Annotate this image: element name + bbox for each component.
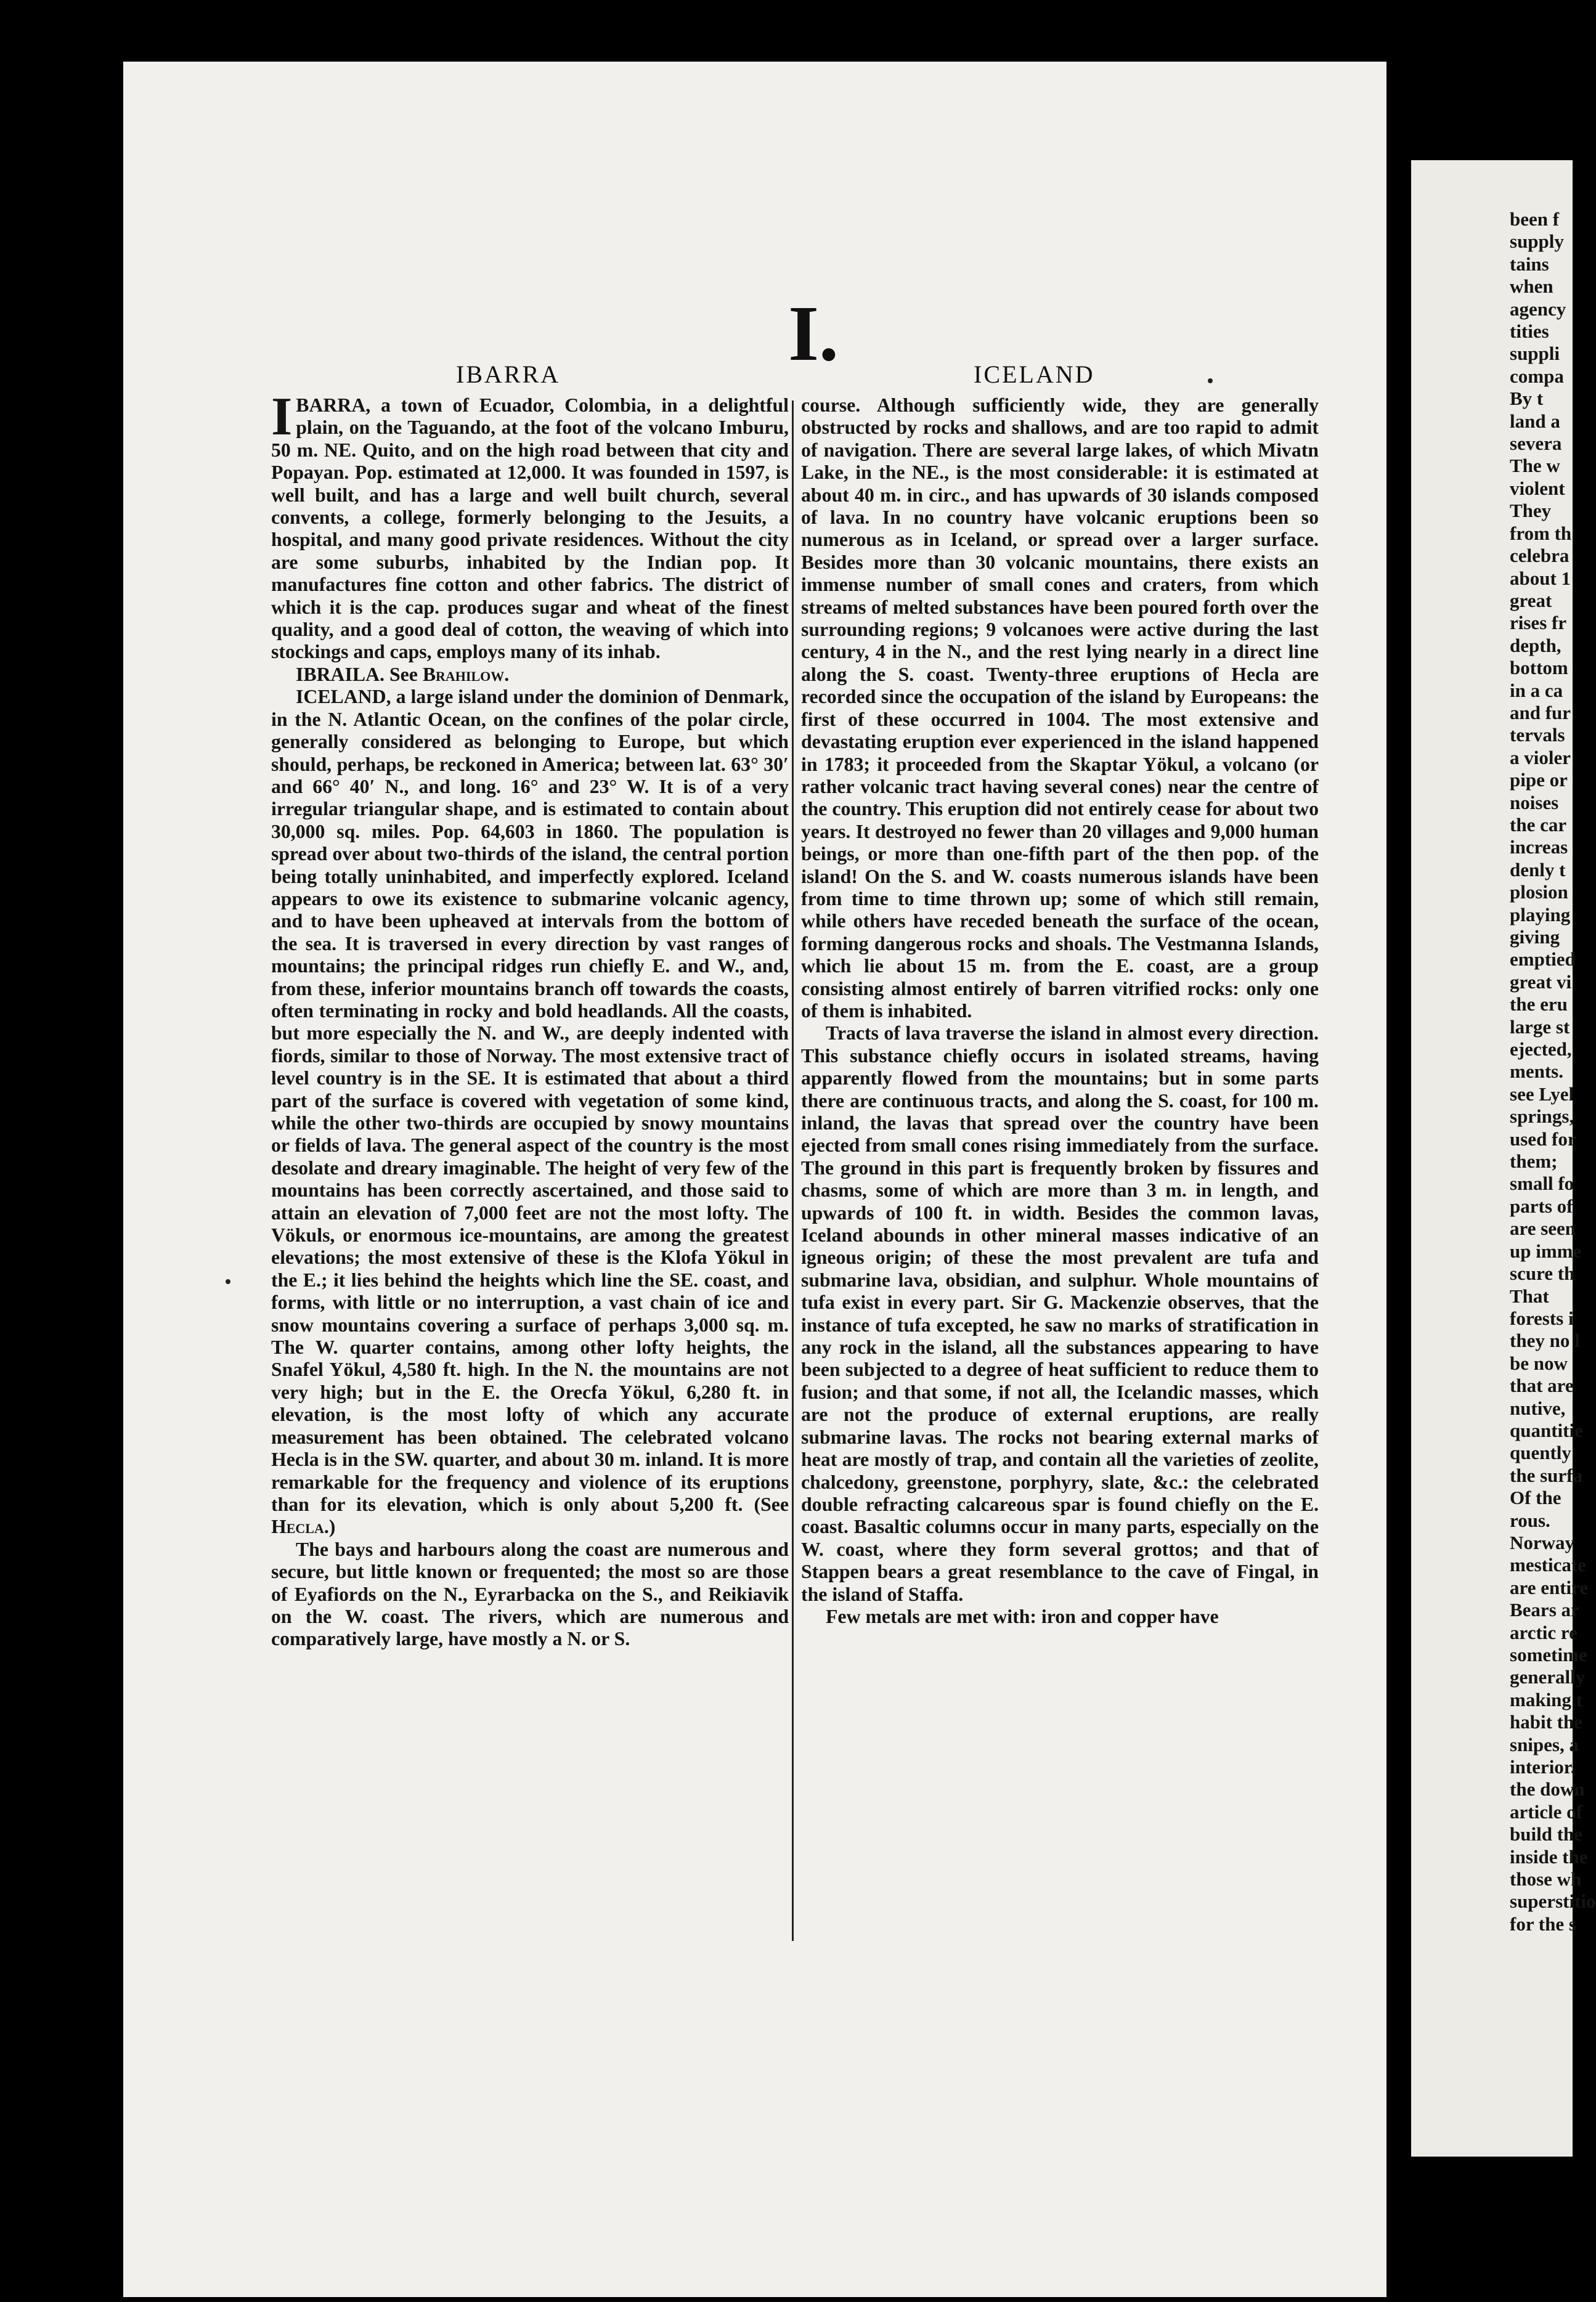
- fragment-line: giving: [1510, 926, 1560, 948]
- fragment-line: ejected,: [1510, 1038, 1572, 1060]
- paragraph-text: a town of Ecuador, Colombia, in a delightful plain, on the Taguando, at the foot of the volcano Imburu, 50 m. NE. Quito, and on the high road between that city and Popayan. Pop. estimated at 12,000. It was founded in 1597, is well built, and has a large and well built church, several convents, a college, formerly belonging to the Jesuits, a hospital, and many good private residences. Without the city are some suburbs, inhabited by the Indian pop. It manufactures fine cotton and other fabrics. The district of which it is the cap. produces sugar and wheat of the finest quality, and a good deal of cotton, the weaving of which into stockings and caps, employs many of its inhab.: [271, 394, 789, 663]
- column-rule: [792, 401, 794, 1941]
- cross-reference: Hecla: [271, 1516, 324, 1538]
- running-head-left: IBARRA: [456, 360, 561, 388]
- fragment-line: for the s: [1510, 1913, 1576, 1935]
- entry-headword: IBRAILA.: [296, 663, 385, 685]
- drop-cap: I: [271, 387, 293, 447]
- fragment-line: and fur: [1510, 701, 1571, 723]
- fragment-line: Bears ar: [1510, 1599, 1579, 1621]
- entry-headword: BARRA,: [296, 394, 371, 416]
- fragment-line: see Lyel: [1510, 1083, 1574, 1105]
- fragment-line: large st: [1510, 1015, 1570, 1038]
- fragment-line: making t: [1510, 1688, 1582, 1710]
- fragment-line: land a: [1510, 410, 1560, 432]
- fragment-line: interior.: [1510, 1756, 1576, 1778]
- fragment-line: tities: [1510, 320, 1549, 343]
- fragment-line: are entire: [1510, 1576, 1589, 1598]
- fragment-line: great: [1510, 589, 1552, 611]
- fragment-line: Of the: [1510, 1487, 1561, 1509]
- fragment-line: quently: [1510, 1442, 1571, 1464]
- fragment-line: tains: [1510, 253, 1549, 275]
- fragment-line: rises fr: [1510, 612, 1567, 634]
- paragraph-text: See: [385, 663, 423, 685]
- fragment-line: Norway: [1510, 1531, 1575, 1553]
- paragraph-text: .: [504, 663, 510, 685]
- fragment-line: tervals: [1510, 724, 1565, 746]
- fragment-line: up imme: [1510, 1240, 1582, 1262]
- fragment-line: depth,: [1510, 634, 1561, 656]
- fragment-line: been f: [1510, 208, 1560, 230]
- fragment-line: snipes, a: [1510, 1733, 1579, 1755]
- fragment-line: agency: [1510, 298, 1566, 320]
- fragment-line: when: [1510, 275, 1553, 298]
- fragment-line: the surfa: [1510, 1464, 1582, 1486]
- fragment-line: scure th: [1510, 1263, 1575, 1285]
- paragraph: [271, 1539, 789, 1651]
- print-speck: [226, 1279, 230, 1284]
- fragment-line: supply: [1510, 230, 1564, 253]
- fragment-line: those wh: [1510, 1868, 1582, 1890]
- fragment-line: celebra: [1510, 545, 1570, 567]
- fragment-line: habit the: [1510, 1711, 1582, 1733]
- cross-reference: Brahilow: [422, 663, 505, 685]
- fragment-line: playing: [1510, 903, 1571, 925]
- fragment-line: rous.: [1510, 1509, 1550, 1531]
- fragment-line: pipe or: [1510, 769, 1568, 791]
- fragment-line: The w: [1510, 455, 1560, 477]
- fragment-line: the eru: [1510, 993, 1568, 1015]
- paragraph-text: Tracts of lava traverse the island in almost every direction. This substance chiefly occurs in isolated streams, having apparently flowed from the mountains; but in some parts there are continuous tracts, and along the S. coast, for 100 m. inland, the lavas that spread over the country have been ejected from small cones rising immediately from the surface. The ground in this part is frequently broken by fissures and chasms, some of which are more than 3 m. in length, and upwards of 100 ft. in width. Besides the common lavas, Iceland abounds in other mineral masses indicative of an igneous origin; of these the most prevalent are tufa and submarine lava, obsidian, and sulphur. Whole mountains of tufa exist in every part. Sir G. Mackenzie observes, that the instance of tufa excepted, he saw no marks of stratification in any rock in the island, all the substances appearing to have been subjected to a degree of heat sufficient to reduce them to fusion; and that some, if not all, the Icelandic masses, which are not the produce of external eruptions, are really submarine lavas. The rocks not bearing external marks of heat are mostly of trap, and contain all the varieties of zeolite, chalcedony, greenstone, porphyry, slate, &c.: the celebrated double refracting calcareous spar is found chiefly on the E. coast. Basaltic columns occur in many parts, especially on the W. coast, where they form several grottos; and that of Stappen bears a great resemblance to the cave of Fingal, in the island of Staffa.: [801, 1022, 1319, 1605]
- fragment-line: they no l: [1510, 1330, 1580, 1352]
- section-letter: I.: [788, 290, 839, 377]
- fragment-line: They: [1510, 500, 1552, 522]
- right-column: [801, 394, 1319, 1628]
- paragraph: [801, 1606, 1319, 1628]
- fragment-line: the down: [1510, 1778, 1585, 1800]
- fragment-line: severa: [1510, 433, 1562, 455]
- entry-headword: ICELAND,: [296, 686, 391, 708]
- paragraph: [271, 686, 789, 1538]
- fragment-line: nutive,: [1510, 1397, 1566, 1419]
- fragment-line: used for: [1510, 1128, 1576, 1150]
- fragment-line: generally: [1510, 1666, 1586, 1688]
- fragment-line: build the: [1510, 1823, 1583, 1845]
- print-speck: [1208, 378, 1213, 383]
- fragment-line: from th: [1510, 522, 1572, 544]
- fragment-line: in a ca: [1510, 679, 1563, 701]
- paragraph-text: a large island under the dominion of Denmark, in the N. Atlantic Ocean, on the confines of the polar circle, generally considered as belonging to Europe, but which should, perhaps, be reckoned in America; between lat. 63° 30′ and 66° 40′ N., and long. 16° and 23° W. It is of a very irregular triangular shape, and is estimated to contain about 30,000 sq. miles. Pop. 64,603 in 1860. The population is spread over about two-thirds of the island, the central portion being totally uninhabited, and imperfectly explored. Iceland appears to owe its existence to submarine volcanic agency, and to have been upheaved at intervals from the bottom of the sea. It is traversed in every direction by vast ranges of mountains; the principal ridges run chiefly E. and W., and, from these, inferior mountains branch off towards the coasts, often terminating in rocky and bold headlands. All the coasts, but more especially the N. and W., are deeply indented with fiords, similar to those of Norway. The most extensive tract of level country is in the SE. It is estimated that about a third part of the surface is covered with vegetation of some kind, while the other two-thirds are occupied by snowy mountains or fields of lava. The general aspect of the country is the most desolate and dreary imaginable. The height of very few of the mountains has been correctly ascertained, and those said to attain an elevation of 7,000 feet are not the most lofty. The Vökuls, or enormous ice-mountains, are among the greatest elevations; the most extensive of these is the Klofa Yökul in the E.; it lies behind the heights which line the SE. coast, and forms, with little or no interruption, a vast chain of ice and snow mountains covering a surface of perhaps 3,000 sq. m. The W. quarter contains, among other lofty heights, the Snafel Yökul, 4,580 ft. high. In the N. the mountains are not very high; but in the E. the Orecfa Yökul, 6,280 ft. in elevation, is the most lofty of which any accurate measurement has been obtained. The celebrated volcano Hecla is in the SW. quarter, and about 30 m. inland. It is more remarkable for the frequency and violence of its eruptions than for its elevation, which is only about 5,200 ft. (See: [271, 686, 789, 1515]
- fragment-line: small fo: [1510, 1173, 1574, 1195]
- fragment-line: them;: [1510, 1150, 1558, 1173]
- paragraph: [801, 394, 1319, 1022]
- paragraph-text: course. Although sufficiently wide, they are generally obstructed by rocks and shallows, and are too rapid to admit of navigation. There are several large lakes, of which Mivatn Lake, in the NE., is the most considerable: it is estimated at about 40 m. in circ., and has upwards of 30 islands composed of lava. In no country have volcanic eruptions been so numerous as in Iceland, or spread over a larger surface. Besides more than 30 volcanic mountains, there exists an immense number of small cones and craters, from which streams of melted substances have been poured forth over the surrounding regions; 9 volcanoes were active during the last century, 4 in the N., and the rest lying nearly in a direct line along the S. coast. Twenty-three eruptions of Hecla are recorded since the occupation of the island by Europeans: the first of these occurred in 1004. The most extensive and devastating eruption ever experienced in the island happened in 1783; it proceeded from the Skaptar Yökul, a volcano (or rather volcanic tract having several cones) near the centre of the country. This eruption did not entirely cease for about two years. It destroyed no fewer than 20 villages and 9,000 human beings, or more than one-fifth part of the then pop. of the island! On the S. and W. coasts numerous islands have been from time to time thrown up; some of which still remain, while others have receded beneath the surface of the ocean, forming dangerous rocks and shoals. The Vestmanna Islands, which lie about 15 m. from the E. coast, are a group consisting almost entirely of barren vitrified rocks: only one of them is inhabited.: [801, 394, 1319, 1022]
- fragment-line: a violer: [1510, 746, 1571, 768]
- running-head-right: ICELAND: [974, 360, 1095, 388]
- fragment-line: inside the: [1510, 1845, 1588, 1868]
- left-column: [271, 387, 789, 1651]
- fragment-line: quantitie: [1510, 1419, 1583, 1441]
- fragment-line: plosion: [1510, 881, 1568, 903]
- fragment-line: By t: [1510, 388, 1544, 410]
- fragment-line: be now: [1510, 1352, 1568, 1374]
- paragraph: [271, 387, 789, 664]
- fragment-line: sometime: [1510, 1644, 1587, 1665]
- paragraph-text: Few metals are met with: iron and copper have: [826, 1605, 1219, 1627]
- paragraph-text: The bays and harbours along the coast are numerous and secure, but little known or frequented; the most so are those of Eyafiords on the N., Eyrarbacka on the S., and Reikiavik on the W. coast. The rivers, which are numerous and comparatively large, have mostly a N. or S.: [271, 1538, 789, 1650]
- paragraph: [801, 1022, 1319, 1606]
- fragment-line: forests i: [1510, 1307, 1574, 1329]
- fragment-line: springs,: [1510, 1105, 1574, 1128]
- fragment-line: noises: [1510, 791, 1559, 813]
- fragment-line: denly t: [1510, 858, 1566, 881]
- fragment-line: parts of: [1510, 1195, 1573, 1217]
- fragment-line: suppli: [1510, 343, 1560, 365]
- fragment-line: bottom: [1510, 657, 1568, 679]
- paragraph: [271, 664, 789, 686]
- fragment-line: violent: [1510, 477, 1565, 499]
- fragment-line: about 1: [1510, 567, 1571, 589]
- fragment-line: are seen: [1510, 1218, 1576, 1240]
- fragment-line: arctic re: [1510, 1621, 1578, 1643]
- paragraph-text: .): [324, 1516, 336, 1538]
- fragment-line: the car: [1510, 813, 1567, 836]
- fragment-line: increas: [1510, 836, 1568, 858]
- fragment-line: article of: [1510, 1800, 1582, 1823]
- fragment-line: mesticate: [1510, 1554, 1586, 1576]
- fragment-line: That: [1510, 1285, 1549, 1307]
- fragment-line: great vi: [1510, 970, 1572, 993]
- fragment-line: ments.: [1510, 1060, 1563, 1083]
- fragment-line: emptied: [1510, 948, 1576, 970]
- fragment-line: superstitio: [1510, 1890, 1596, 1913]
- fragment-line: that are: [1510, 1375, 1574, 1397]
- fragment-line: compa: [1510, 365, 1564, 387]
- next-page-fragments: [1510, 208, 1596, 1935]
